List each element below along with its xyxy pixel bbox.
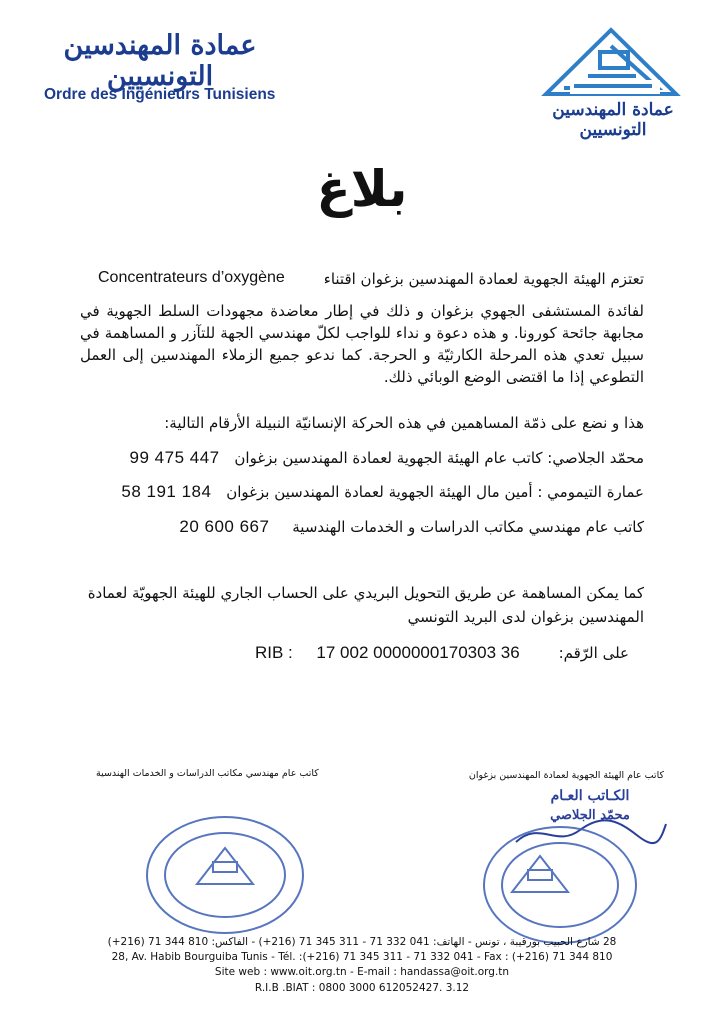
org-name-arabic: عمادة المهندسين التونسيين (63, 30, 257, 92)
contact-phone: 20 600 667 (179, 517, 270, 536)
contacts-intro: هذا و نضع على ذمّة المساهمين في هذه الحركة الإنسانيّة النبيلة الأرقام التالية: (164, 414, 644, 432)
rib-label: على الرّقم: (558, 644, 629, 662)
footer-address-french: 28, Av. Habib Bourguiba Tunis - Tél. :(+216) 71 345 311 - 71 332 041 - Fax : (+216) 71 344 810 (111, 951, 613, 963)
contact-label: عمارة التيمومي : أمين مال الهيئة الجهوية لعمادة المهندسين بزغوان (226, 483, 644, 501)
transfer-line-1: كما يمكن المساهمة عن طريق التحويل البريدي على الحساب الجاري للهيئة الجهويّة لعمادة (87, 584, 644, 602)
document-title: بلاغ (316, 160, 408, 218)
signatory-name: محمّد الجلاصي (550, 808, 630, 823)
signatory-title: الكـاتب العـام (550, 788, 630, 804)
official-stamp-right-icon (470, 820, 650, 950)
contact-phone: 99 475 447 (129, 448, 220, 467)
contact-label: كاتب عام مهندسي مكاتب الدراسات و الخدمات الهندسية (292, 518, 644, 536)
footer-address-arabic: 28 شارع الحبيب بورقيبة ، تونس - الهاتف: 041 332 71 - 311 345 71 (216+) - الفاكس: 810 344 71 (216+) (107, 936, 617, 948)
org-name-french: Ordre des Ingénieurs Tunisiens (44, 86, 276, 103)
contact-row (80, 481, 644, 503)
footer-bank: R.I.B .BIAT : 0800 3000 612052427. 3.12 (254, 982, 470, 994)
call-paragraph: لفائدة المستشفى الجهوي بزغوان و ذلك في إطار معاضدة مجهودات السلط الجهوية في مجابهة جائحة كورونا. و هذه دعوة و نداء للواجب لكلّ مهندسي الجهة للتآزر و المساهمة في سبيل تعدي هذه المرحلة الكارثيّة و الحرجة. كما ندعو جميع الزملاء المهندسين إلى العمل التطوعي إذا ما اقتضى الوضع الوبائي ذلك. (80, 302, 644, 386)
signature-label-left: كاتب عام مهندسي مكاتب الدراسات و الخدمات الهندسية (96, 768, 319, 779)
rib-number: RIB : 17 002 0000000170303 36 (255, 643, 520, 662)
logo-name-arabic: عمادة المهندسين التونسيين (552, 100, 674, 140)
contact-row (80, 447, 644, 469)
intro-french: Concentrateurs d’oxygène (98, 269, 285, 286)
signature-label-right: كاتب عام الهيئة الجهوية لعمادة المهندسين بزغوان (468, 770, 664, 781)
contact-label: محمّد الجلاصي: كاتب عام الهيئة الجهوية لعمادة المهندسين بزغوان (234, 449, 644, 467)
contact-phone: 58 191 184 (121, 482, 212, 501)
intro-arabic: تعتزم الهيئة الجهوية لعمادة المهندسين بزغوان اقتناء (323, 270, 644, 288)
footer-web: Site web : www.oit.org.tn - E-mail : handassa@oit.org.tn (214, 966, 510, 978)
official-stamp-left-icon (135, 810, 315, 940)
transfer-line-2: المهندسين بزغوان لدى البريد التونسي (407, 608, 644, 626)
contact-row (80, 516, 644, 538)
